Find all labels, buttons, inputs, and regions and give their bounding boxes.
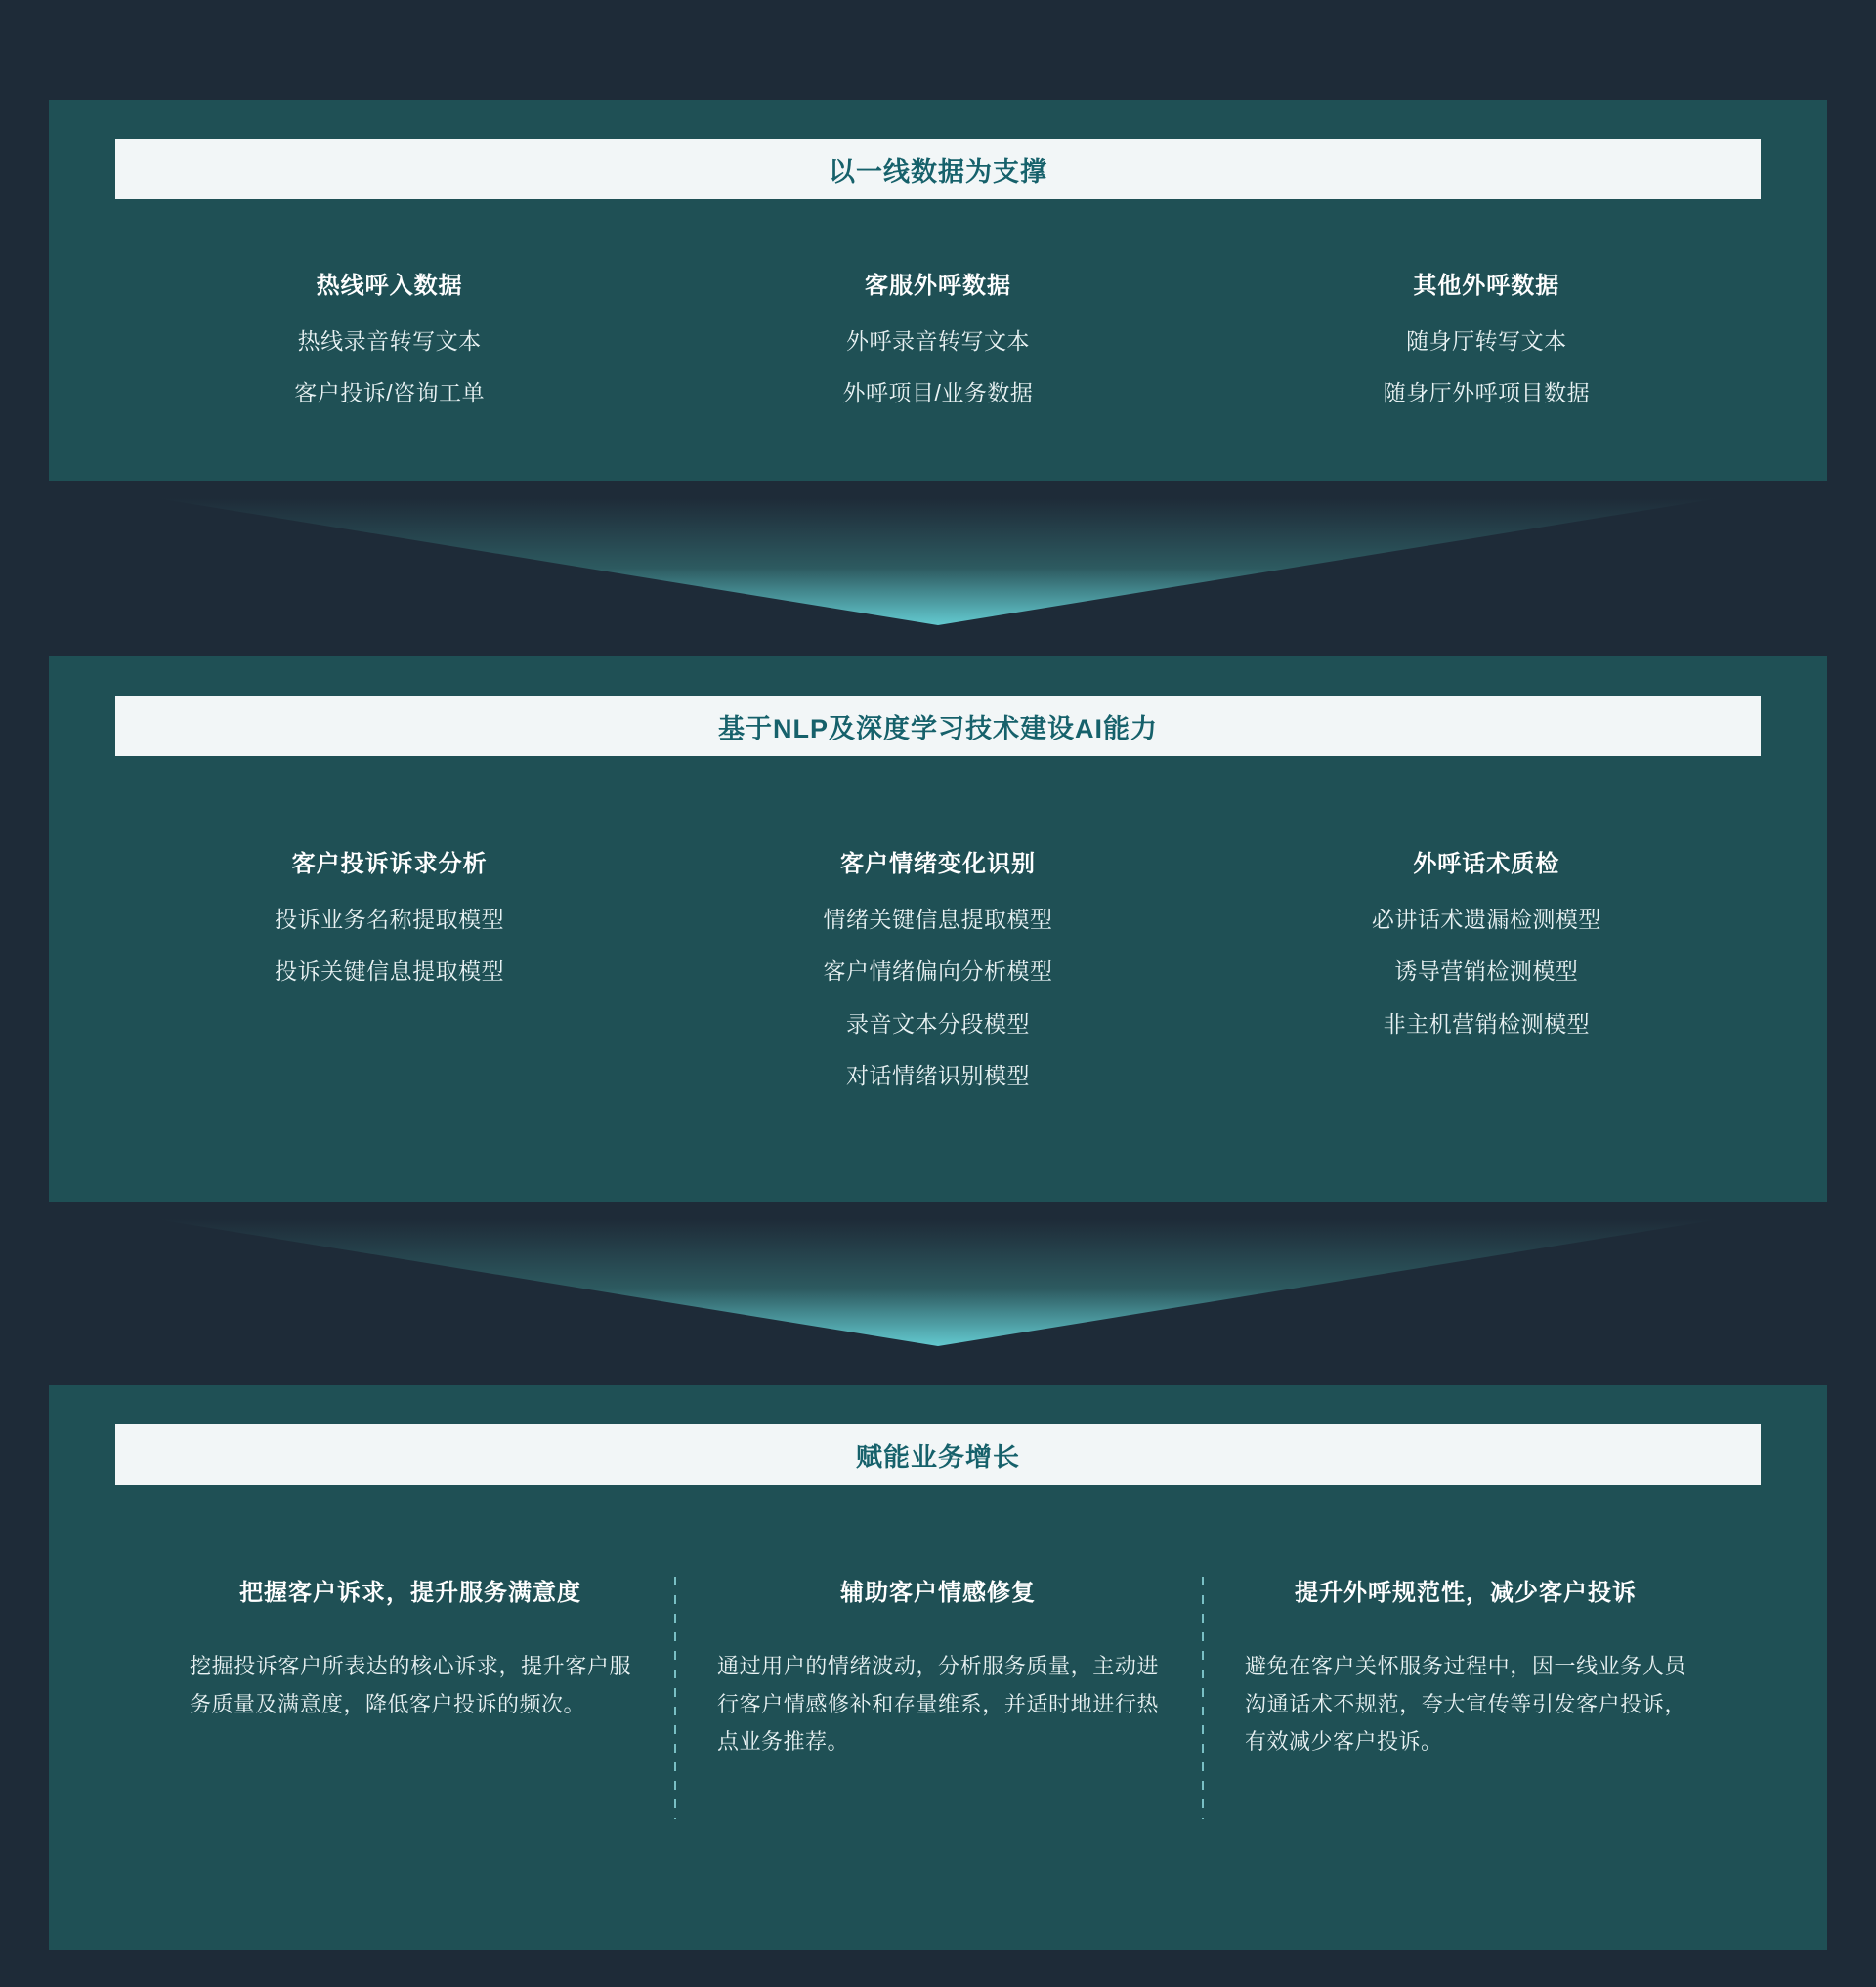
benefit-columns — [147, 1573, 1729, 1761]
benefit-heading: 提升外呼规范性，减少客户投诉 — [1295, 1580, 1637, 1606]
column-item: 随身厅转写文本 — [1406, 328, 1567, 354]
column-item: 对话情绪识别模型 — [845, 1062, 1030, 1088]
column-heading: 外呼话术质检 — [1413, 851, 1560, 877]
column-outbound-quality-check — [1213, 844, 1761, 1116]
benefit-heading: 把握客户诉求，提升服务满意度 — [239, 1580, 581, 1606]
section-business-growth — [49, 1385, 1827, 1950]
benefit-emotion-repair — [674, 1573, 1202, 1761]
column-item: 投诉关键信息提取模型 — [275, 958, 505, 985]
column-item: 外呼项目/业务数据 — [842, 380, 1034, 406]
column-complaint-analysis — [115, 844, 663, 1116]
column-item: 录音文本分段模型 — [845, 1010, 1030, 1036]
down-arrow-icon — [156, 498, 1720, 625]
section-data-source — [49, 100, 1827, 481]
column-item: 必讲话术遗漏检测模型 — [1371, 907, 1601, 932]
column-item: 诱导营销检测模型 — [1394, 958, 1579, 985]
section-title-ai-capability: 基于NLP及深度学习技术建设AI能力 — [115, 696, 1761, 756]
section-ai-capability — [49, 656, 1827, 1202]
benefit-compliance — [1202, 1573, 1729, 1761]
ai-capability-columns — [115, 844, 1761, 1116]
column-heading: 其他外呼数据 — [1413, 273, 1560, 299]
column-heading: 客户情绪变化识别 — [839, 851, 1036, 877]
column-item: 客户情绪偏向分析模型 — [823, 958, 1053, 985]
section-title-data-source: 以一线数据为支撑 — [115, 139, 1761, 199]
column-hotline-inbound — [115, 266, 663, 434]
section-title-business-growth: 赋能业务增长 — [115, 1424, 1761, 1485]
column-item: 外呼录音转写文本 — [845, 328, 1030, 354]
down-arrow-icon — [156, 1219, 1720, 1346]
column-service-outbound — [663, 266, 1212, 434]
benefit-body: 避免在客户关怀服务过程中，因一线业务人员沟通话术不规范，夸大宣传等引发客户投诉，有效减少客户投诉。 — [1245, 1654, 1686, 1754]
column-item: 非主机营销检测模型 — [1383, 1010, 1591, 1036]
column-heading: 热线呼入数据 — [316, 273, 463, 299]
benefit-satisfaction — [147, 1573, 674, 1761]
column-item: 热线录音转写文本 — [297, 328, 482, 354]
column-item: 投诉业务名称提取模型 — [275, 907, 505, 932]
column-heading: 客户投诉诉求分析 — [291, 851, 488, 877]
column-item: 客户投诉/咨询工单 — [294, 380, 486, 406]
benefit-body: 通过用户的情绪波动，分析服务质量，主动进行客户情感修补和存量维系，并适时地进行热点业务推荐。 — [717, 1654, 1159, 1754]
column-item: 随身厅外呼项目数据 — [1383, 380, 1591, 406]
column-item: 情绪关键信息提取模型 — [823, 907, 1053, 932]
column-other-outbound — [1213, 266, 1761, 434]
benefit-body: 挖掘投诉客户所表达的核心诉求，提升客户服务质量及满意度，降低客户投诉的频次。 — [190, 1654, 631, 1716]
column-heading: 客服外呼数据 — [864, 273, 1011, 299]
benefit-heading: 辅助客户情感修复 — [840, 1580, 1036, 1606]
data-source-columns — [115, 266, 1761, 434]
column-emotion-recognition — [663, 844, 1212, 1116]
